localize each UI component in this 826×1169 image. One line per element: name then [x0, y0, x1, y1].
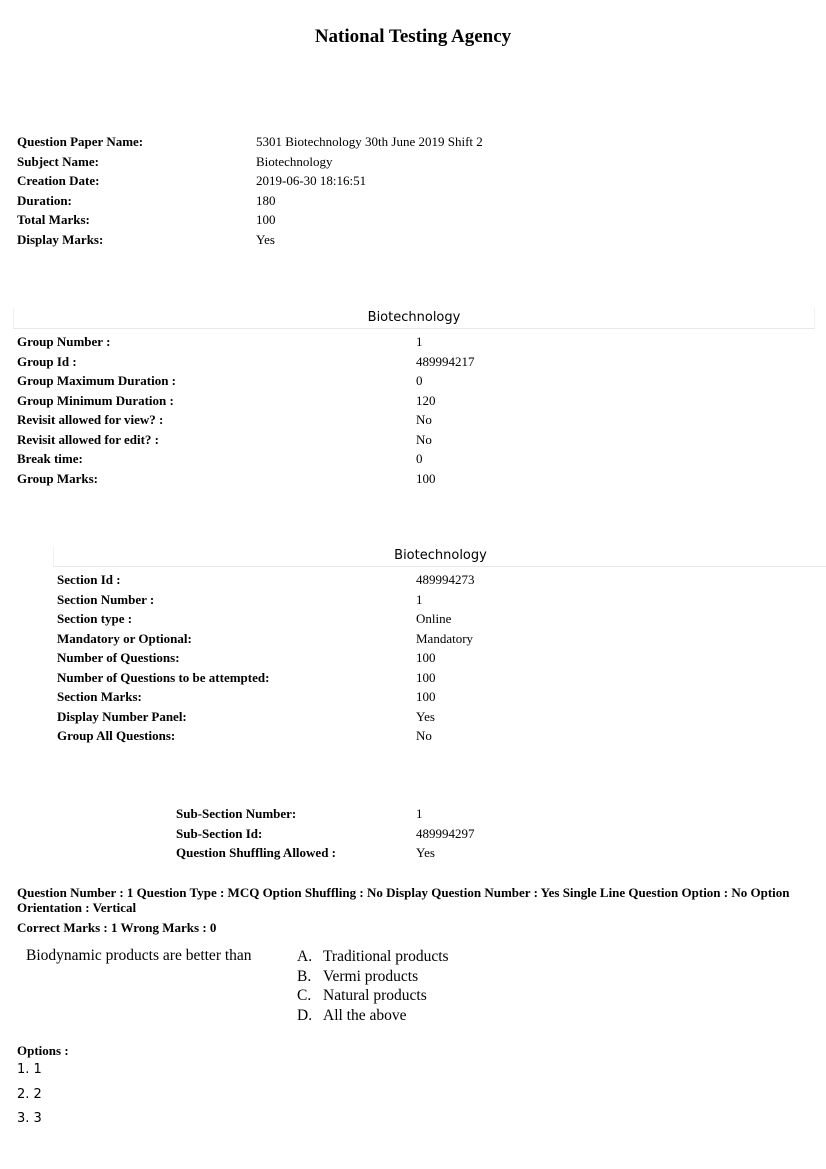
field-value: Yes — [416, 845, 435, 860]
choice-letter: D. — [297, 1006, 313, 1024]
paper-row — [17, 210, 617, 230]
field-value: 1 — [416, 334, 423, 349]
field-label: Subject Name: — [17, 153, 99, 169]
field-label: Creation Date: — [17, 173, 100, 188]
options-label: Options : — [17, 1043, 69, 1058]
field-value: 100 — [416, 470, 436, 486]
field-label: Revisit allowed for edit? : — [17, 431, 160, 447]
field-value: Yes — [416, 708, 435, 724]
field-value: No — [416, 431, 432, 447]
field-value: 489994217 — [416, 353, 475, 369]
paper-row — [17, 132, 617, 152]
question-meta: Question Number : 1 Question Type : MCQ Option Shuffling : No Display Question Number : Yes Single Line Question Option : No Option Orientation : Vertical — [17, 885, 790, 915]
section-row — [57, 707, 657, 727]
section-row — [57, 570, 657, 590]
field-label: Break time: — [17, 451, 83, 466]
answer-option-1: 1. 1 — [17, 1062, 42, 1077]
field-value: 100 — [416, 650, 436, 665]
field-value: 180 — [256, 192, 276, 208]
field-label: Group Minimum Duration : — [17, 392, 174, 408]
answer-option-2: 2. 2 — [17, 1087, 42, 1102]
group-heading: Biotechnology — [13, 308, 815, 329]
field-value: 489994297 — [416, 825, 475, 841]
field-label: Display Number Panel: — [57, 708, 187, 724]
field-label: Question Paper Name: — [17, 134, 144, 149]
section-row — [57, 590, 657, 610]
field-value: 1 — [416, 806, 423, 821]
section-row — [57, 726, 657, 746]
choice-text: Vermi products — [323, 967, 419, 985]
field-label: Sub-Section Id: — [176, 825, 263, 841]
paper-info — [17, 132, 617, 249]
group-row — [17, 332, 617, 352]
field-label: Number of Questions to be attempted: — [57, 669, 270, 685]
group-row — [17, 469, 617, 489]
page-title: National Testing Agency — [314, 26, 512, 47]
field-label: Duration: — [17, 192, 72, 208]
section-info — [57, 570, 657, 746]
section-row — [57, 668, 657, 688]
field-value: 0 — [416, 373, 423, 388]
field-value: 1 — [416, 591, 423, 607]
subsection-row — [176, 843, 576, 863]
field-value: Mandatory — [416, 630, 474, 646]
group-row — [17, 371, 617, 391]
choice-text: Traditional products — [323, 948, 449, 965]
group-row — [17, 391, 617, 411]
choice-text: All the above — [323, 1006, 407, 1024]
answer-option-3: 3. 3 — [17, 1111, 42, 1126]
field-label: Revisit allowed for view? : — [17, 412, 164, 427]
field-value: 2019-06-30 18:16:51 — [256, 173, 367, 188]
paper-row — [17, 171, 617, 191]
group-row — [17, 449, 617, 469]
field-label: Group Marks: — [17, 470, 99, 486]
field-value: 489994273 — [416, 572, 475, 587]
section-row — [57, 629, 657, 649]
paper-row — [17, 152, 617, 172]
group-row — [17, 430, 617, 450]
field-value: No — [416, 728, 432, 743]
choice-text: Natural products — [323, 987, 427, 1004]
field-label: Display Marks: — [17, 231, 104, 247]
field-value: Yes — [256, 231, 275, 247]
field-value: 120 — [416, 392, 436, 408]
field-label: Group Id : — [17, 353, 77, 369]
group-row — [17, 410, 617, 430]
field-label: Mandatory or Optional: — [57, 630, 192, 646]
field-value: 0 — [416, 451, 423, 466]
group-row — [17, 352, 617, 372]
question-marks: Correct Marks : 1 Wrong Marks : 0 — [17, 920, 217, 935]
subsection-row — [176, 824, 576, 844]
field-label: Section Marks: — [57, 689, 142, 704]
field-label: Section Id : — [57, 572, 121, 587]
section-row — [57, 648, 657, 668]
field-value: 100 — [416, 669, 436, 685]
question-text: Biodynamic products are better than — [26, 947, 252, 964]
field-label: Question Shuffling Allowed : — [176, 845, 337, 860]
field-label: Group All Questions: — [57, 728, 176, 743]
field-value: 100 — [256, 212, 276, 227]
field-value: No — [416, 412, 432, 427]
field-label: Group Maximum Duration : — [17, 373, 177, 388]
field-label: Section type : — [57, 611, 133, 626]
field-label: Total Marks: — [17, 212, 90, 227]
paper-row — [17, 230, 617, 250]
field-value: Online — [416, 611, 452, 626]
field-label: Group Number : — [17, 334, 111, 349]
field-value: 5301 Biotechnology 30th June 2019 Shift 2 — [256, 134, 483, 149]
section-row — [57, 687, 657, 707]
field-label: Section Number : — [57, 591, 155, 607]
subsection-row — [176, 804, 576, 824]
choice-letter: B. — [297, 967, 312, 985]
field-value: Biotechnology — [256, 153, 333, 169]
subsection-info — [176, 804, 576, 863]
field-value: 100 — [416, 689, 436, 704]
choice-letter: A. — [297, 948, 313, 965]
section-heading: Biotechnology — [53, 546, 826, 567]
choice-letter: C. — [297, 987, 312, 1004]
section-row — [57, 609, 657, 629]
field-label: Sub-Section Number: — [176, 806, 297, 821]
group-info — [17, 332, 617, 488]
field-label: Number of Questions: — [57, 650, 180, 665]
paper-row — [17, 191, 617, 211]
